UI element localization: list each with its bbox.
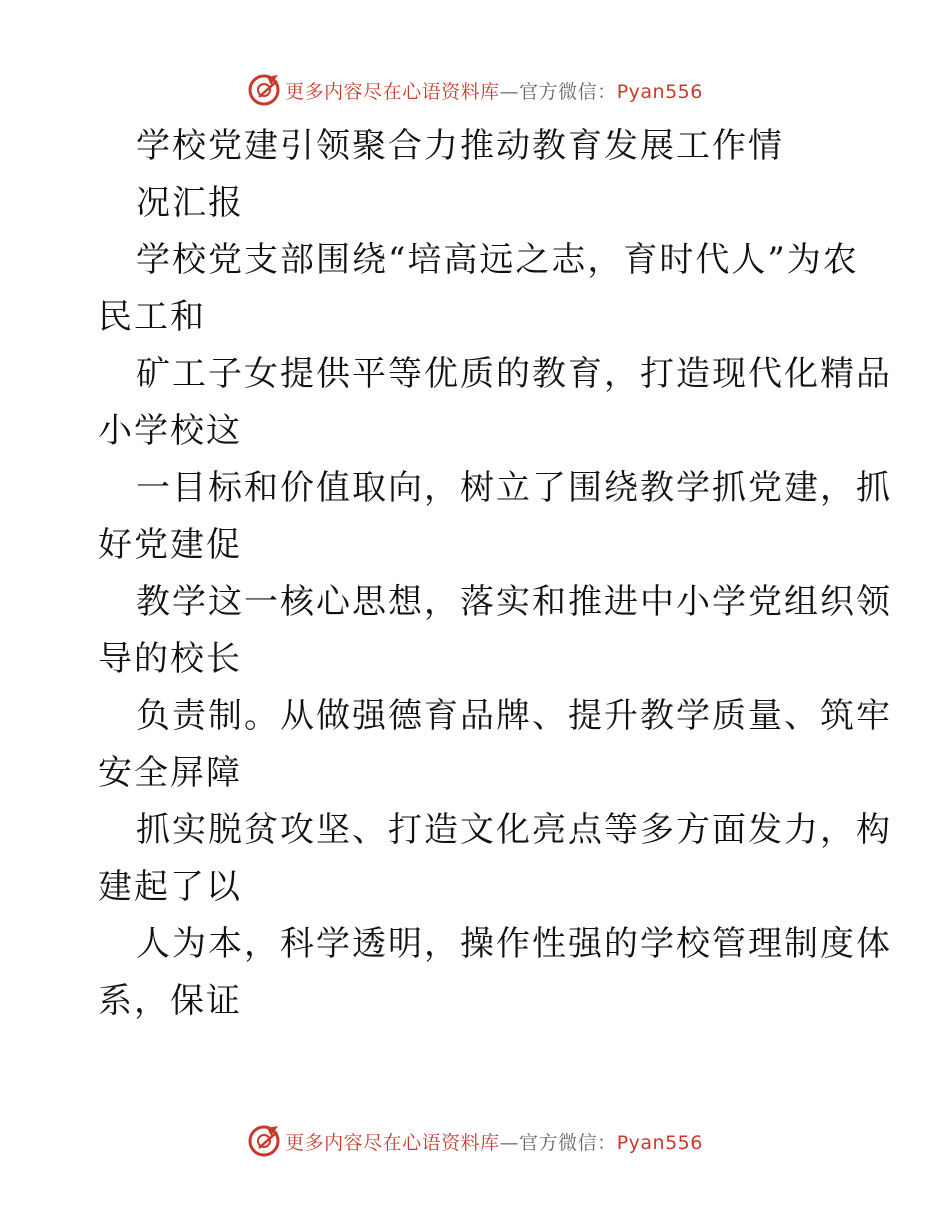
- watermark-label: 官方微信：: [519, 80, 617, 103]
- watermark-dash: —: [499, 80, 520, 103]
- paragraph-line: 安全屏障: [98, 753, 242, 793]
- paragraph-line: 学校党支部围绕“培高远之志，育时代人”为农: [136, 240, 859, 280]
- paragraph-line: 矿工子女提供平等优质的教育，打造现代化精品: [136, 354, 892, 394]
- watermark-id: Pyan556: [616, 1131, 703, 1154]
- document-title-line-2: 况汇报: [136, 183, 244, 223]
- watermark-header: [0, 72, 950, 108]
- paragraph-line: 一目标和价值取向，树立了围绕教学抓党建，抓: [136, 468, 892, 508]
- paragraph-line: 建起了以: [98, 867, 242, 907]
- watermark-id: Pyan556: [616, 80, 703, 103]
- watermark-text: 更多内容尽在心语资料库: [285, 1131, 500, 1154]
- document-body: [98, 118, 892, 1030]
- watermark-footer: [0, 1123, 950, 1159]
- paragraph-line: 负责制。从做强德育品牌、提升教学质量、筑牢: [136, 696, 892, 736]
- document-title-line-1: 学校党建引领聚合力推动教育发展工作情: [136, 126, 784, 166]
- paragraph-line: 系，保证: [98, 981, 242, 1021]
- paragraph-line: 民工和: [98, 297, 206, 337]
- pen-logo-icon: [247, 1124, 281, 1158]
- paragraph-line: 好党建促: [98, 525, 242, 565]
- paragraph-line: 教学这一核心思想，落实和推进中小学党组织领: [136, 582, 892, 622]
- watermark-label: 官方微信：: [519, 1131, 617, 1154]
- paragraph-line: 导的校长: [98, 639, 242, 679]
- paragraph-line: 人为本，科学透明，操作性强的学校管理制度体: [136, 924, 892, 964]
- paragraph-line: 小学校这: [98, 411, 242, 451]
- pen-logo-icon: [247, 73, 281, 107]
- watermark-dash: —: [499, 1131, 520, 1154]
- watermark-text: 更多内容尽在心语资料库: [285, 80, 500, 103]
- paragraph-line: 抓实脱贫攻坚、打造文化亮点等多方面发力，构: [136, 810, 892, 850]
